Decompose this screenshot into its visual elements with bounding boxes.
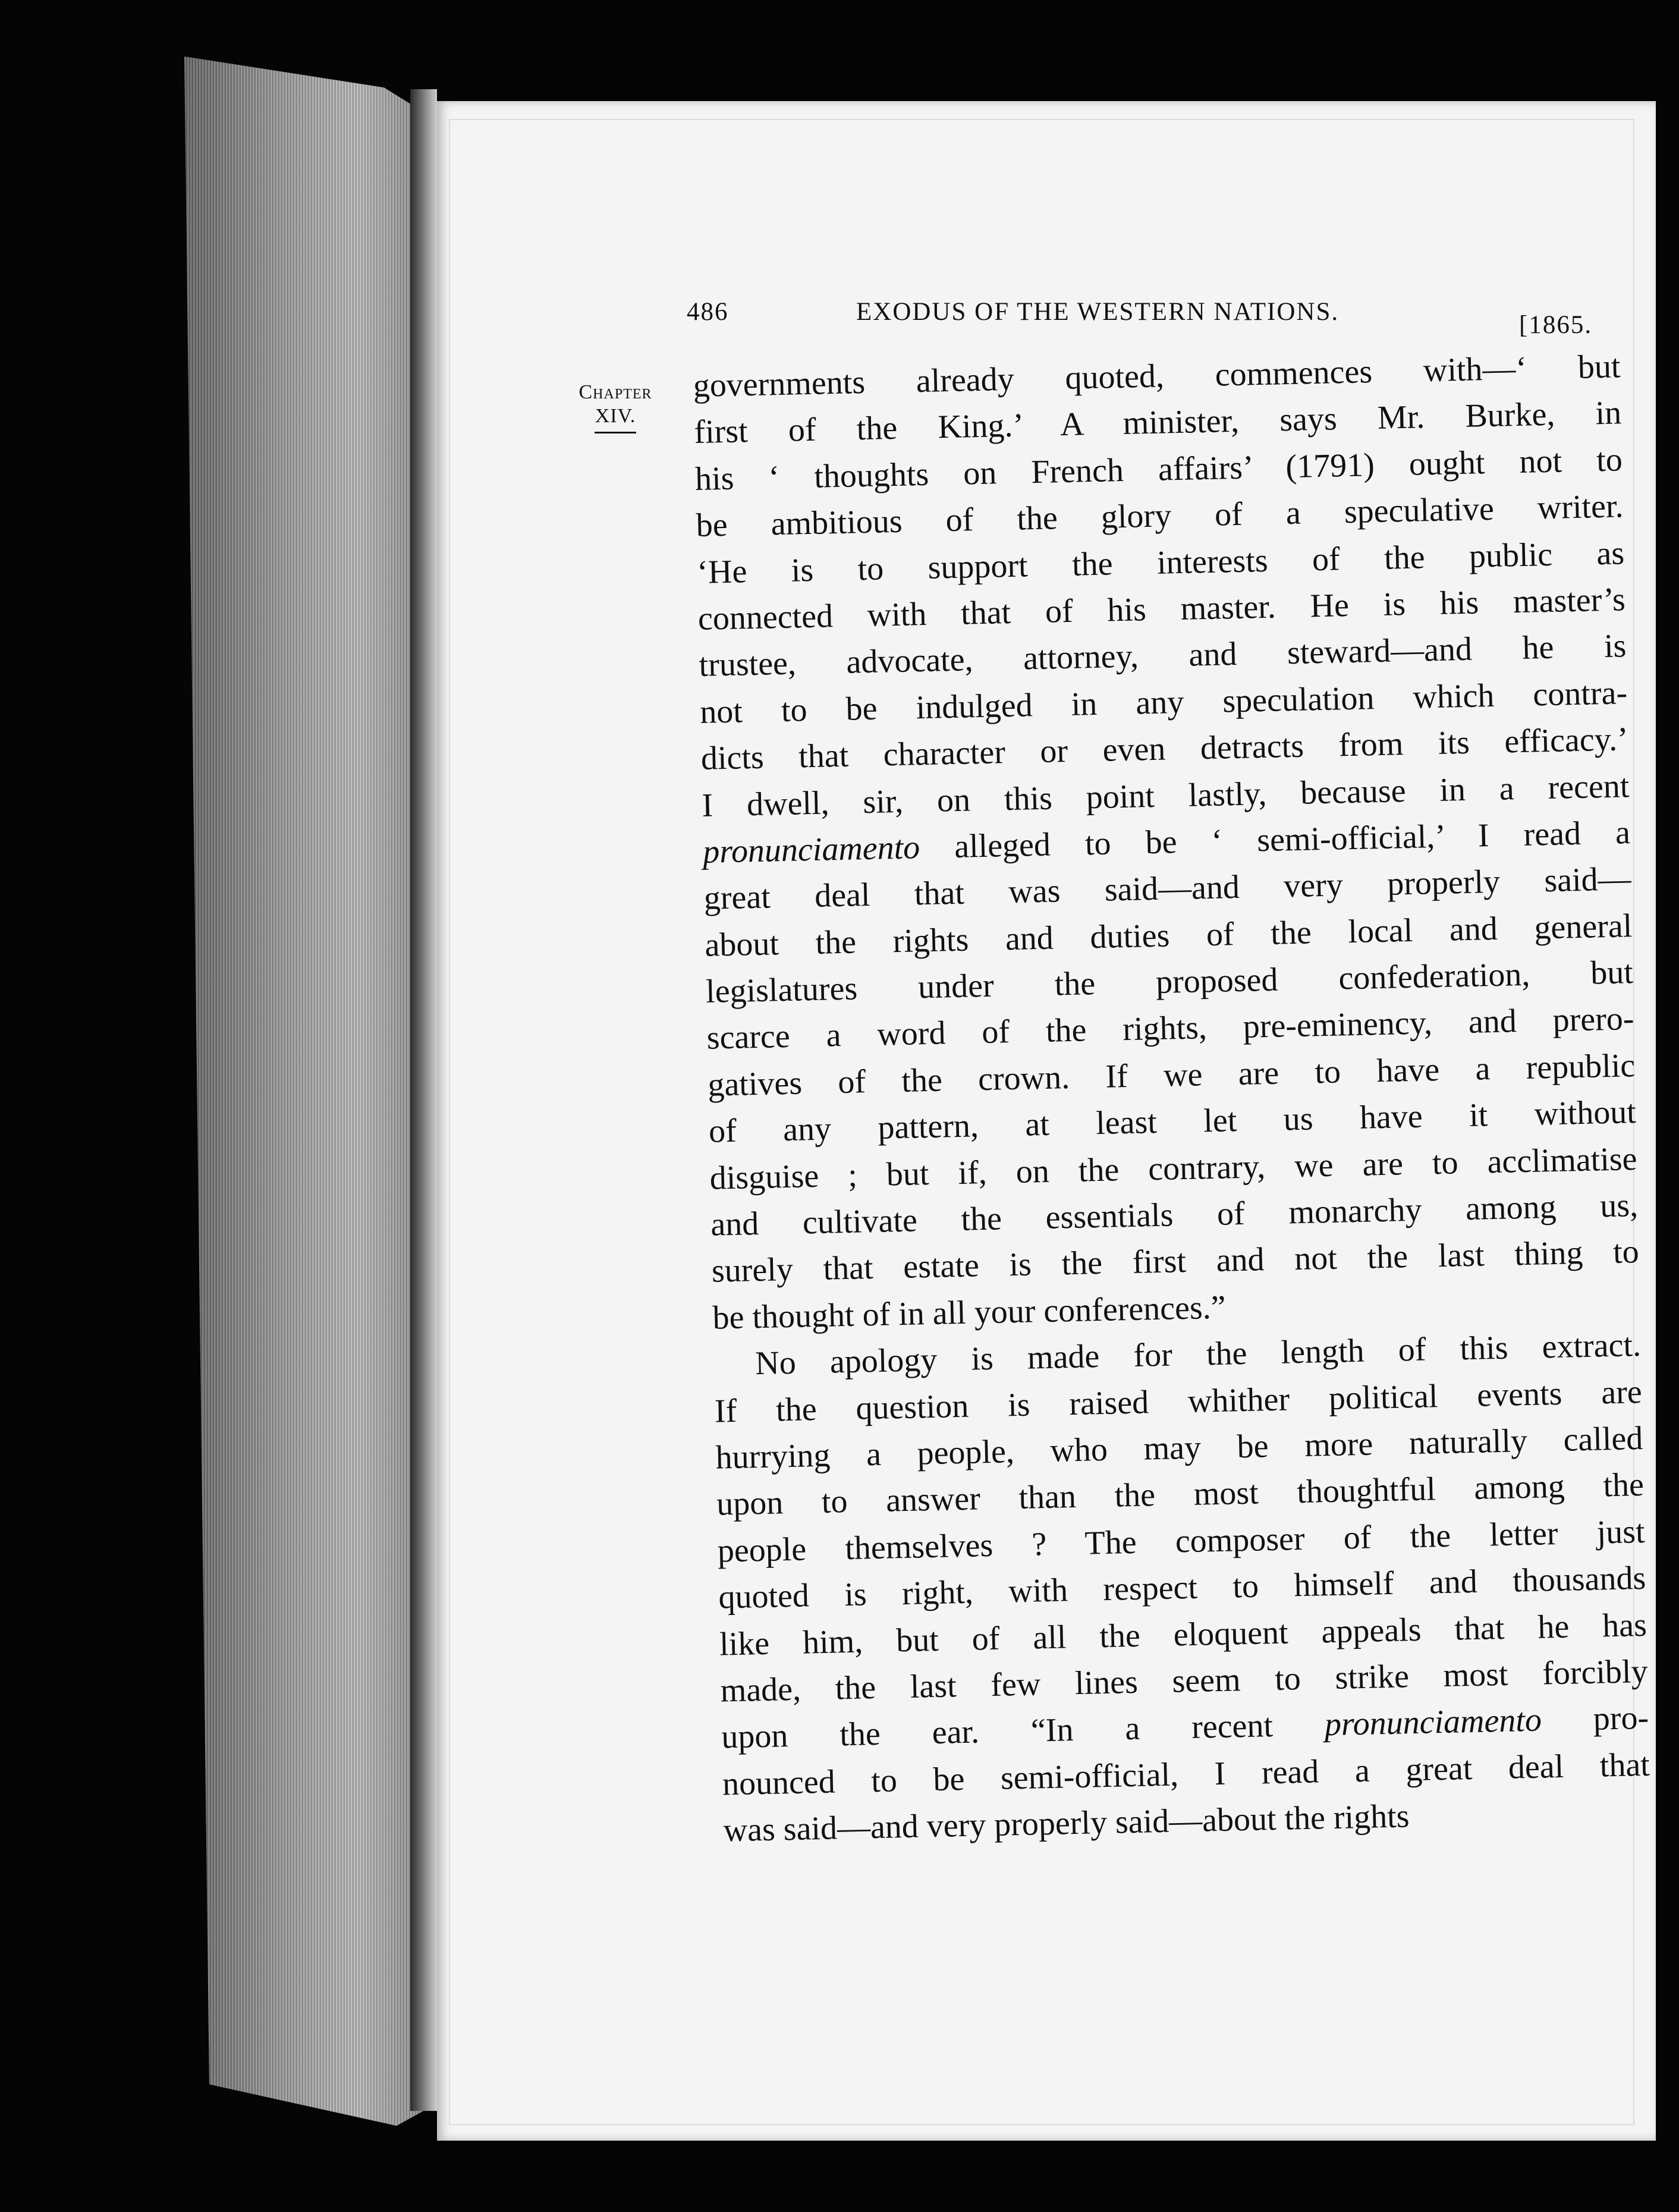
text-line: made, the last few lines seem to strike most forcibly bbox=[720, 1652, 1649, 1710]
text-line: If the question is raised whither political events are bbox=[714, 1373, 1643, 1430]
text-line: great deal that was said—and very properly said— bbox=[703, 860, 1632, 918]
text-line: No apology is made for the length of this extract. bbox=[754, 1327, 1642, 1382]
text-line: connected with that of his master. He is his master’s bbox=[697, 581, 1626, 637]
text-line: not to be indulged in any speculation which contra- bbox=[699, 674, 1628, 731]
page-number: 486 bbox=[687, 298, 729, 326]
text-line: dicts that character or even detracts from its efficacy.’ bbox=[700, 721, 1629, 777]
text-line: I dwell, sir, on this point lastly, because in a recent bbox=[701, 767, 1630, 824]
text-line: disguise ; but if, on the contrary, we are to acclimatise bbox=[709, 1140, 1638, 1197]
text-line: first of the King.’ A minister, says Mr. Burke, in bbox=[693, 394, 1622, 451]
text-line: governments already quoted, commences with—‘ but bbox=[693, 348, 1621, 404]
text-line: upon to answer than the most thoughtful among the bbox=[716, 1466, 1645, 1523]
text-line: his ‘ thoughts on French affairs’ (1791) ought not to bbox=[694, 441, 1623, 498]
running-year: [1865. bbox=[1519, 311, 1593, 339]
text-line: like him, but of all the eloquent appeals that he has bbox=[719, 1606, 1647, 1663]
chapter-number: XIV. bbox=[595, 405, 636, 427]
book-page-edges bbox=[184, 56, 434, 2126]
text-line: was said—and very properly said—about the rights bbox=[723, 1798, 1410, 1849]
text-line: trustee, advocate, attorney, and steward—and he is bbox=[699, 627, 1627, 684]
running-title: EXODUS OF THE WESTERN NATIONS. bbox=[856, 298, 1340, 326]
text-line: legislatures under the proposed confederation, but bbox=[705, 954, 1634, 1010]
text-line: ‘He is to support the interests of the public as bbox=[696, 534, 1625, 591]
text-segment: pro- bbox=[1541, 1699, 1649, 1739]
text-segment: upon the ear. “In a recent bbox=[721, 1706, 1325, 1756]
book-page bbox=[437, 101, 1656, 2141]
body-text bbox=[693, 343, 1651, 1854]
text-line: and cultivate the essentials of monarchy among us, bbox=[710, 1187, 1639, 1243]
text-line: be ambitious of the glory of a speculative writer. bbox=[696, 488, 1624, 545]
text-line: quoted is right, with respect to himself and thousands bbox=[718, 1560, 1646, 1616]
text-line: gatives of the crown. If we are to have a republic bbox=[707, 1047, 1636, 1104]
text-line: be thought of in all your conferences.” bbox=[712, 1289, 1227, 1337]
italic-term: pronunciamento bbox=[702, 829, 920, 871]
text-line: hurrying a people, who may be more naturally called bbox=[715, 1419, 1643, 1476]
text-segment: alleged to be ‘ semi-official,’ I read a bbox=[919, 814, 1631, 866]
chapter-margin-note bbox=[568, 381, 663, 433]
text-line: scarce a word of the rights, pre-eminency, and prero- bbox=[706, 1000, 1635, 1057]
text-line: about the rights and duties of the local and general bbox=[704, 907, 1633, 964]
text-line: surely that estate is the first and not the last thing to bbox=[711, 1233, 1640, 1290]
chapter-rule bbox=[595, 432, 636, 433]
book-gutter bbox=[410, 89, 437, 2111]
text-line: nounced to be semi-official, I read a great deal that bbox=[722, 1746, 1650, 1803]
italic-term: pronunciamento bbox=[1324, 1701, 1542, 1743]
text-line: people themselves ? The composer of the letter just bbox=[717, 1513, 1646, 1570]
text-line: of any pattern, at least let us have it without bbox=[708, 1094, 1637, 1150]
chapter-label: Chapter bbox=[578, 381, 652, 403]
